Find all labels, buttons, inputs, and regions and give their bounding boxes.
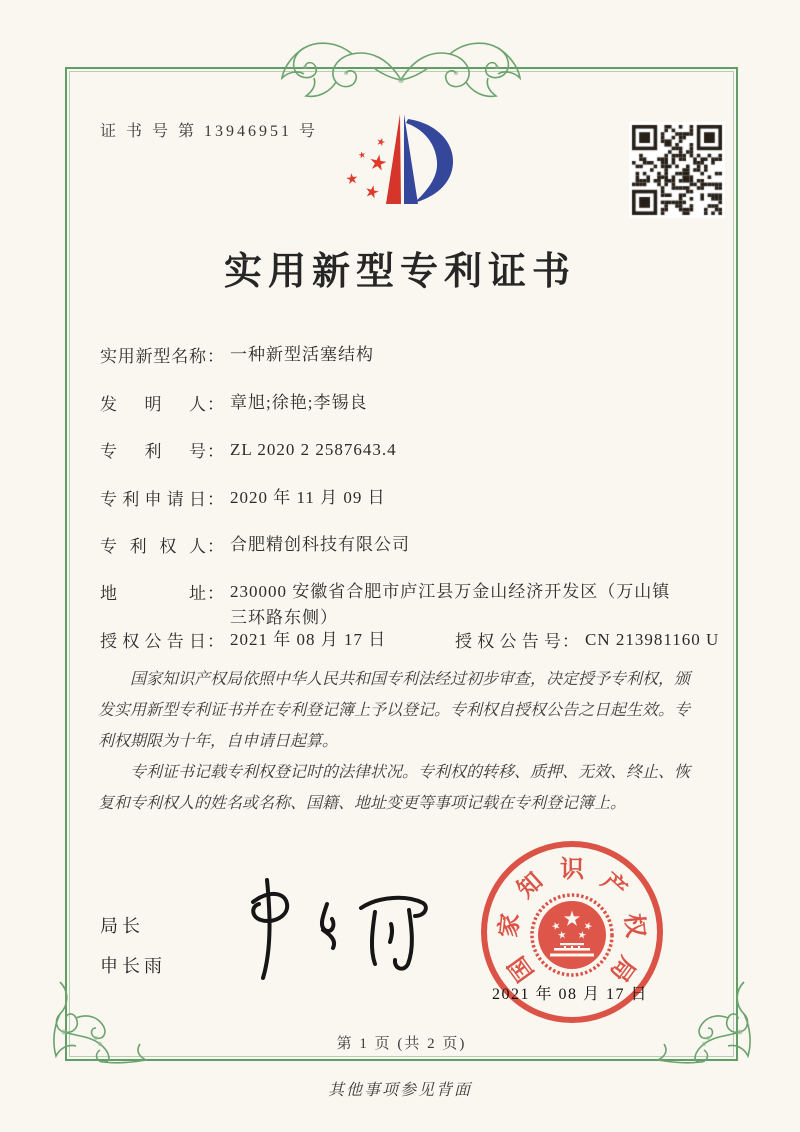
field-value: 章旭;徐艳;李锡良 (230, 393, 368, 412)
colon: ： (207, 395, 224, 414)
field-label: 专利申请日 (100, 490, 206, 509)
field-label: 授权公告号 (455, 632, 561, 651)
field-application-date (100, 485, 386, 511)
field-value: 合肥精创科技有限公司 (230, 535, 410, 554)
field-label: 地址 (100, 584, 206, 603)
field-label: 专利号 (100, 442, 206, 461)
field-patent-number (100, 437, 397, 463)
field-grant-row (100, 627, 720, 653)
colon: ： (207, 490, 224, 509)
cnipa-logo-icon (338, 110, 470, 220)
certificate-title: 实用新型专利证书 (223, 251, 576, 293)
seal-ring-char: 产 (595, 868, 632, 904)
officer-block (100, 912, 166, 992)
certificate-number: 证 书 号 第 13946951 号 (100, 123, 319, 140)
field-patentee (100, 532, 410, 558)
seal-ring-char: 国 (504, 951, 540, 986)
field-inventors (100, 390, 367, 416)
legal-paragraph-1: 国家知识产权局依照中华人民共和国专利法经过初步审查，决定授予专利权，颁发实用新型专利证书并在专利登记簿上予以登记。专利权自授权公告之日起生效。专利权期限为十年，自申请日起算。 (98, 671, 691, 750)
legal-text (98, 664, 704, 819)
field-value: 230000 安徽省合肥市庐江县万金山经济开发区（万山镇三环路东侧） (230, 582, 671, 628)
seal-ring-char: 权 (619, 912, 648, 939)
field-label: 授权公告日 (100, 632, 206, 651)
national-emblem-icon (532, 895, 612, 975)
field-value: ZL 2020 2 2587643.4 (230, 440, 397, 459)
officer-title: 局长 (100, 916, 144, 936)
field-value: CN 213981160 U (585, 630, 720, 649)
seal-ring-char: 家 (496, 912, 525, 939)
seal-ring-char: 知 (512, 868, 549, 904)
colon: ： (207, 347, 224, 366)
corner-flourish-bottom-left-icon (46, 978, 156, 1078)
field-label: 专利权人 (100, 537, 206, 556)
field-address (100, 579, 685, 632)
qr-code (629, 122, 725, 218)
legal-paragraph-2: 专利证书记载专利权登记时的法律状况。专利权的转移、质押、无效、终止、恢复和专利权人的姓名或名称、国籍、地址变更等事项记载在专利登记簿上。 (98, 764, 691, 812)
field-label: 发明人 (100, 395, 206, 414)
colon: ： (562, 632, 579, 651)
field-label: 实用新型名称 (100, 347, 206, 366)
field-value: 一种新型活塞结构 (230, 345, 374, 364)
back-note: 其他事项参见背面 (327, 1082, 472, 1099)
seal-ring-char: 局 (604, 951, 640, 986)
signature-handwriting-icon (215, 872, 440, 987)
colon: ： (207, 584, 224, 603)
seal-ring-char: 识 (560, 857, 584, 883)
border-ornament-top-icon (278, 28, 524, 108)
field-utility-model-name (100, 342, 374, 368)
colon: ： (207, 537, 224, 556)
colon: ： (207, 632, 224, 651)
field-grant-number (455, 627, 719, 653)
seal-date: 2021 年 08 月 17 日 (492, 986, 649, 1003)
page-indicator: 第 1 页 (共 2 页) (336, 1036, 467, 1052)
colon: ： (207, 442, 224, 461)
field-value: 2020 年 11 月 09 日 (230, 488, 386, 507)
officer-name: 申长雨 (100, 956, 166, 976)
field-value: 2021 年 08 月 17 日 (230, 630, 387, 649)
